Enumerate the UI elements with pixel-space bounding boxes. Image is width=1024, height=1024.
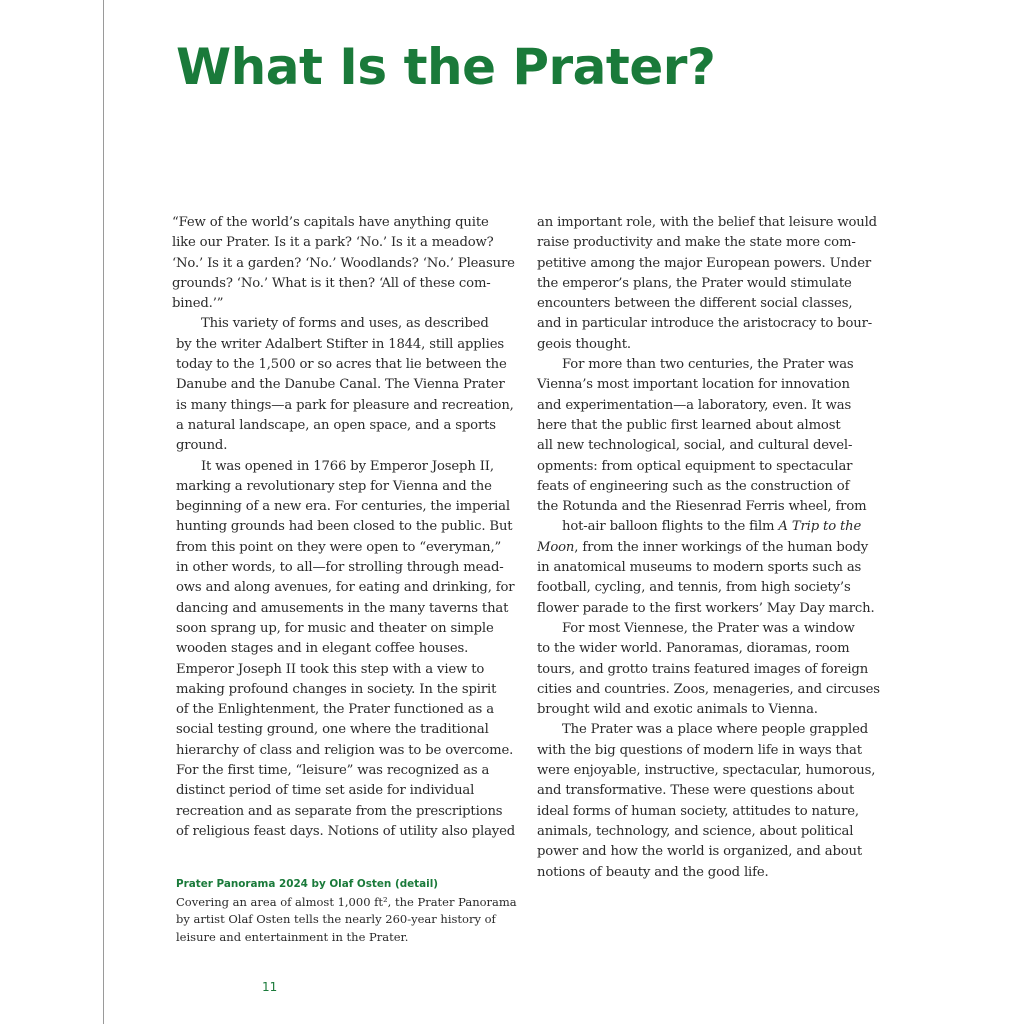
page-title: What Is the Prater? xyxy=(176,38,716,96)
text-line: petitive among the major European powers. Under xyxy=(537,255,872,271)
page-number: 11 xyxy=(262,980,278,994)
text-line xyxy=(537,517,879,537)
left-text-column xyxy=(172,213,516,842)
text-line: and in particular introduce the aristocracy to bour- xyxy=(537,316,873,332)
text-line: today to the 1,500 or so acres that lie between the xyxy=(176,357,507,373)
text-line: power and how the world is organized, and about xyxy=(537,844,863,860)
text-line: here that the public first learned about almost xyxy=(537,417,841,433)
right-text-column xyxy=(537,213,879,883)
text-line: by the writer Adalbert Stifter in 1844, still applies xyxy=(176,336,504,352)
text-line: geois thought. xyxy=(537,336,631,352)
text-line: with the big questions of modern life in ways that xyxy=(537,742,862,758)
text-line: It was opened in 1766 by Emperor Joseph II, xyxy=(201,458,494,474)
page-gutter-line xyxy=(103,0,104,1024)
text-line: were enjoyable, instructive, spectacular, humorous, xyxy=(537,763,876,779)
text-line: “Few of the world’s capitals have anything quite xyxy=(172,215,489,230)
text-line: feats of engineering such as the construction of xyxy=(537,478,850,494)
paragraph-questions xyxy=(537,720,879,882)
text-line: like our Prater. Is it a park? ‘No.’ Is it a meadow? xyxy=(172,235,494,251)
film-title-italic: Moon xyxy=(537,539,575,555)
text-line: grounds? ‘No.’ What is it then? ‘All of these com- xyxy=(172,275,491,291)
text-line: marking a revolutionary step for Vienna and the xyxy=(176,478,492,494)
text-line: The Prater was a place where people grappled xyxy=(562,722,869,738)
caption-line: leisure and entertainment in the Prater. xyxy=(176,929,409,944)
text-line: This variety of forms and uses, as described xyxy=(201,316,489,332)
text-line: animals, technology, and science, about political xyxy=(537,823,854,839)
paragraph-continuation xyxy=(537,213,879,355)
text-line: soon sprang up, for music and theater on simple xyxy=(176,620,494,636)
text-line: For more than two centuries, the Prater was xyxy=(562,357,854,373)
text-line: football, cycling, and tennis, from high society’s xyxy=(537,580,851,596)
text-line: and transformative. These were questions about xyxy=(537,783,855,799)
text-line: cities and countries. Zoos, menageries, and circuses xyxy=(537,681,880,697)
text-line: Emperor Joseph II took this step with a view to xyxy=(176,661,485,677)
text-line: social testing ground, one where the traditional xyxy=(176,722,489,738)
text-line: the emperor’s plans, the Prater would stimulate xyxy=(537,275,852,291)
text-line: ows and along avenues, for eating and drinking, for xyxy=(176,580,515,596)
caption-text xyxy=(176,894,521,946)
paragraph-variety xyxy=(176,314,514,456)
text-line: making profound changes in society. In the spirit xyxy=(176,681,497,697)
text-line: dancing and amusements in the many taverns that xyxy=(176,600,509,616)
text-line: ideal forms of human society, attitudes to nature, xyxy=(537,803,859,819)
text-line: Danube and the Danube Canal. The Vienna Prater xyxy=(176,377,505,393)
text-line: ‘No.’ Is it a garden? ‘No.’ Woodlands? ‘No.’ Pleasure xyxy=(172,255,515,271)
text-line: and experimentation—a laboratory, even. It was xyxy=(537,397,852,413)
text-line: in other words, to all—for strolling through mead- xyxy=(176,560,504,576)
text-line: to the wider world. Panoramas, dioramas, room xyxy=(537,641,850,657)
text-line: is many things—a park for pleasure and recreation, xyxy=(176,397,514,413)
text-line: encounters between the different social classes, xyxy=(537,296,853,312)
text-line xyxy=(537,538,879,558)
text-line: For the first time, “leisure” was recognized as a xyxy=(176,763,490,779)
film-title-italic: A Trip to the xyxy=(778,519,862,535)
text-line: tours, and grotto trains featured images of foreign xyxy=(537,661,869,677)
text-line: ground. xyxy=(176,438,228,454)
caption-line: Covering an area of almost 1,000 ft², the Prater Panorama xyxy=(176,895,517,909)
text-line: distinct period of time set aside for individual xyxy=(176,783,475,799)
text-line: the Rotunda and the Riesenrad Ferris wheel, from xyxy=(537,499,867,515)
paragraph-opening-1766 xyxy=(176,457,514,843)
text-line: from this point on they were open to “everyman,” xyxy=(176,539,502,555)
text-line: hierarchy of class and religion was to be overcome. xyxy=(176,742,514,758)
text-line: notions of beauty and the good life. xyxy=(537,864,769,880)
text-line: recreation and as separate from the prescriptions xyxy=(176,803,503,819)
image-caption xyxy=(176,876,521,946)
text-line: bined.’” xyxy=(172,296,224,312)
text-fragment: , from the inner workings of the human body xyxy=(574,539,869,555)
text-line: For most Viennese, the Prater was a window xyxy=(562,620,855,636)
paragraph-window xyxy=(537,619,879,720)
text-line: opments: from optical equipment to spectacular xyxy=(537,458,853,474)
text-line: raise productivity and make the state more com- xyxy=(537,235,856,251)
text-line: of the Enlightenment, the Prater functioned as a xyxy=(176,702,494,718)
opening-quote xyxy=(172,213,515,314)
text-line: flower parade to the first workers’ May Day march. xyxy=(537,600,875,616)
text-line: Vienna’s most important location for innovation xyxy=(537,377,850,393)
caption-title: Prater Panorama 2024 by Olaf Osten (detail) xyxy=(176,878,439,890)
text-line: of religious feast days. Notions of utility also played xyxy=(176,823,516,839)
text-fragment: hot-air balloon flights to the film xyxy=(562,519,779,535)
text-line: wooden stages and in elegant coffee houses. xyxy=(176,641,469,657)
text-line: in anatomical museums to modern sports such as xyxy=(537,560,862,576)
text-line: all new technological, social, and cultural devel- xyxy=(537,438,853,454)
text-line: beginning of a new era. For centuries, the imperial xyxy=(176,499,510,515)
text-line: brought wild and exotic animals to Vienna. xyxy=(537,702,818,718)
text-line: an important role, with the belief that leisure would xyxy=(537,215,877,230)
text-line: a natural landscape, an open space, and a sports xyxy=(176,417,496,433)
paragraph-innovation xyxy=(537,355,879,619)
text-line: hunting grounds had been closed to the public. But xyxy=(176,519,513,535)
caption-line: by artist Olaf Osten tells the nearly 260-year history of xyxy=(176,912,496,927)
